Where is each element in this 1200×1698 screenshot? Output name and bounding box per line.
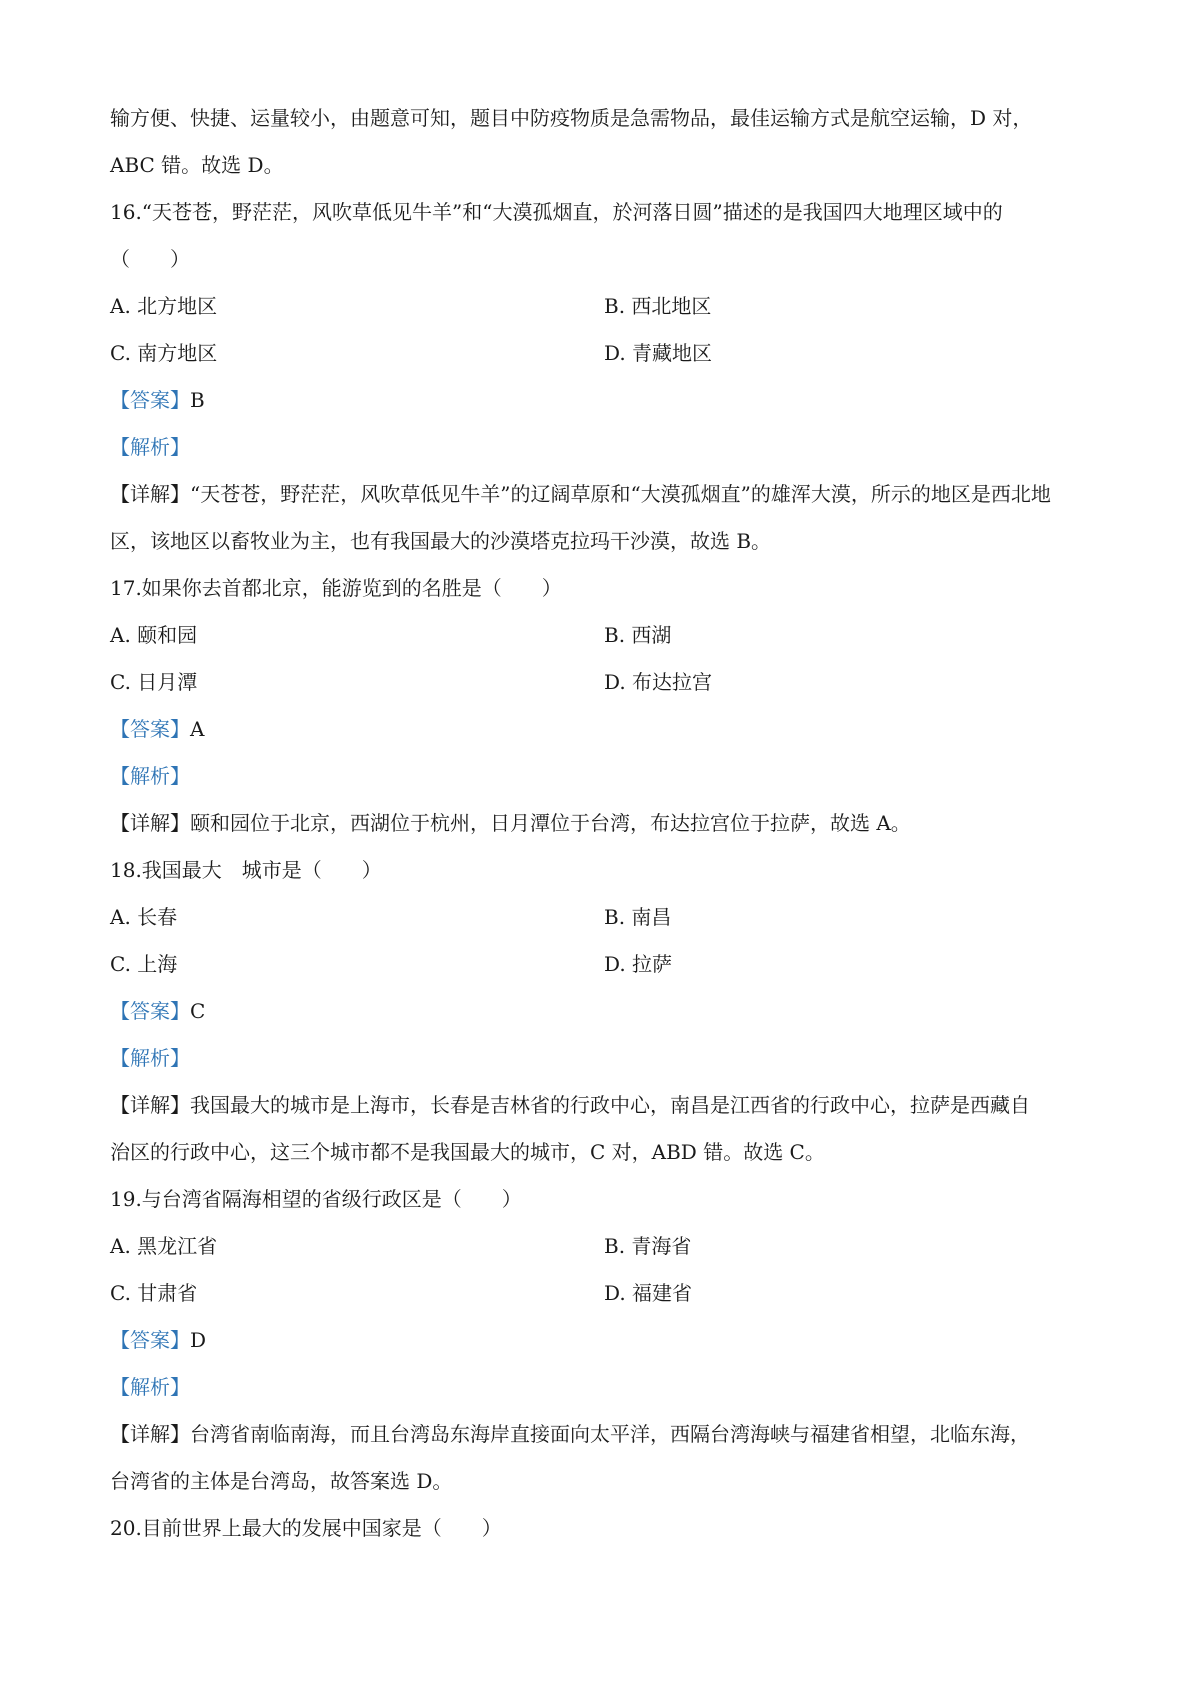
option-a: A. 黑龙江省: [110, 1234, 218, 1258]
detail-line: [110, 471, 1100, 518]
detail-text: 台湾省的主体是台湾岛，故答案选 D。: [110, 1469, 453, 1493]
option-c: C. 甘肃省: [110, 1281, 198, 1305]
detail-tag: 【详解】: [110, 482, 190, 506]
analysis-tag: 【解析】: [110, 1375, 190, 1399]
options-row: [110, 894, 1100, 941]
detail-text: “天苍苍，野茫茫，风吹草低见牛羊”的辽阔草原和“大漠孤烟直”的雄浑大漠，所示的地区是西北地: [190, 482, 1051, 506]
detail-tag: 【详解】: [110, 1093, 190, 1117]
answer-value: A: [190, 717, 205, 741]
detail-text: 区，该地区以畜牧业为主，也有我国最大的沙漠塔克拉玛干沙漠，故选 B。: [110, 529, 772, 553]
answer-tag: 【答案】: [110, 1328, 190, 1352]
option-c: C. 日月潭: [110, 670, 198, 694]
document-page: [110, 95, 1100, 1552]
options-row: [110, 283, 1100, 330]
option-a: A. 北方地区: [110, 294, 218, 318]
options-row: [110, 1223, 1100, 1270]
question-stem: 18.我国最大 城市是（ ）: [110, 858, 382, 882]
detail-text: 治区的行政中心，这三个城市都不是我国最大的城市，C 对，ABD 错。故选 C。: [110, 1140, 825, 1164]
question-20-stem: 20.目前世界上最大的发展中国家是（ ）: [110, 1516, 502, 1540]
detail-text: 我国最大的城市是上海市，长春是吉林省的行政中心，南昌是江西省的行政中心，拉萨是西藏自: [190, 1093, 1030, 1117]
detail-line: [110, 1082, 1100, 1129]
options-row: [110, 330, 1100, 377]
option-d: D. 拉萨: [604, 952, 673, 976]
question-stem: （ ）: [110, 247, 190, 271]
analysis-line: [110, 753, 1100, 800]
detail-text: 颐和园位于北京，西湖位于杭州，日月潭位于台湾，布达拉宫位于拉萨，故选 A。: [190, 811, 911, 835]
answer-value: D: [190, 1328, 207, 1352]
analysis-tag: 【解析】: [110, 1046, 190, 1070]
analysis-line: [110, 1035, 1100, 1082]
option-d: D. 福建省: [604, 1281, 693, 1305]
detail-tag: 【详解】: [110, 811, 190, 835]
option-b: B. 西北地区: [604, 294, 712, 318]
intro-line-1: 输方便、快捷、运量较小，由题意可知，题目中防疫物质是急需物品，最佳运输方式是航空运输，D 对，: [110, 106, 1033, 130]
question-17: [110, 565, 1100, 847]
question-16: [110, 189, 1100, 565]
question-stem: 16.“天苍苍，野茫茫，风吹草低见牛羊”和“大漠孤烟直，於河落日圆”描述的是我国四大地理区域中的: [110, 200, 1003, 224]
option-a: A. 长春: [110, 905, 178, 929]
option-d: D. 青藏地区: [604, 341, 713, 365]
question-stem: 17.如果你去首都北京，能游览到的名胜是（ ）: [110, 576, 562, 600]
option-d: D. 布达拉宫: [604, 670, 713, 694]
question-18: [110, 847, 1100, 1176]
detail-tag: 【详解】: [110, 1422, 190, 1446]
answer-line: [110, 706, 1100, 753]
question-19: [110, 1176, 1100, 1505]
detail-line: [110, 1411, 1100, 1458]
question-stem: 19.与台湾省隔海相望的省级行政区是（ ）: [110, 1187, 522, 1211]
answer-value: C: [190, 999, 206, 1023]
option-b: B. 青海省: [604, 1234, 692, 1258]
option-b: B. 南昌: [604, 905, 672, 929]
answer-tag: 【答案】: [110, 388, 190, 412]
intro-line-2: ABC 错。故选 D。: [110, 153, 284, 177]
option-b: B. 西湖: [604, 623, 672, 647]
analysis-tag: 【解析】: [110, 435, 190, 459]
option-c: C. 南方地区: [110, 341, 218, 365]
answer-value: B: [190, 388, 205, 412]
detail-text: 台湾省南临南海，而且台湾岛东海岸直接面向太平洋，西隔台湾海峡与福建省相望，北临东海，: [190, 1422, 1030, 1446]
options-row: [110, 941, 1100, 988]
answer-line: [110, 1317, 1100, 1364]
option-c: C. 上海: [110, 952, 178, 976]
options-row: [110, 1270, 1100, 1317]
analysis-line: [110, 424, 1100, 471]
analysis-tag: 【解析】: [110, 764, 190, 788]
options-row: [110, 659, 1100, 706]
answer-line: [110, 988, 1100, 1035]
answer-tag: 【答案】: [110, 999, 190, 1023]
options-row: [110, 612, 1100, 659]
answer-line: [110, 377, 1100, 424]
detail-line: [110, 800, 1100, 847]
analysis-line: [110, 1364, 1100, 1411]
answer-tag: 【答案】: [110, 717, 190, 741]
option-a: A. 颐和园: [110, 623, 198, 647]
